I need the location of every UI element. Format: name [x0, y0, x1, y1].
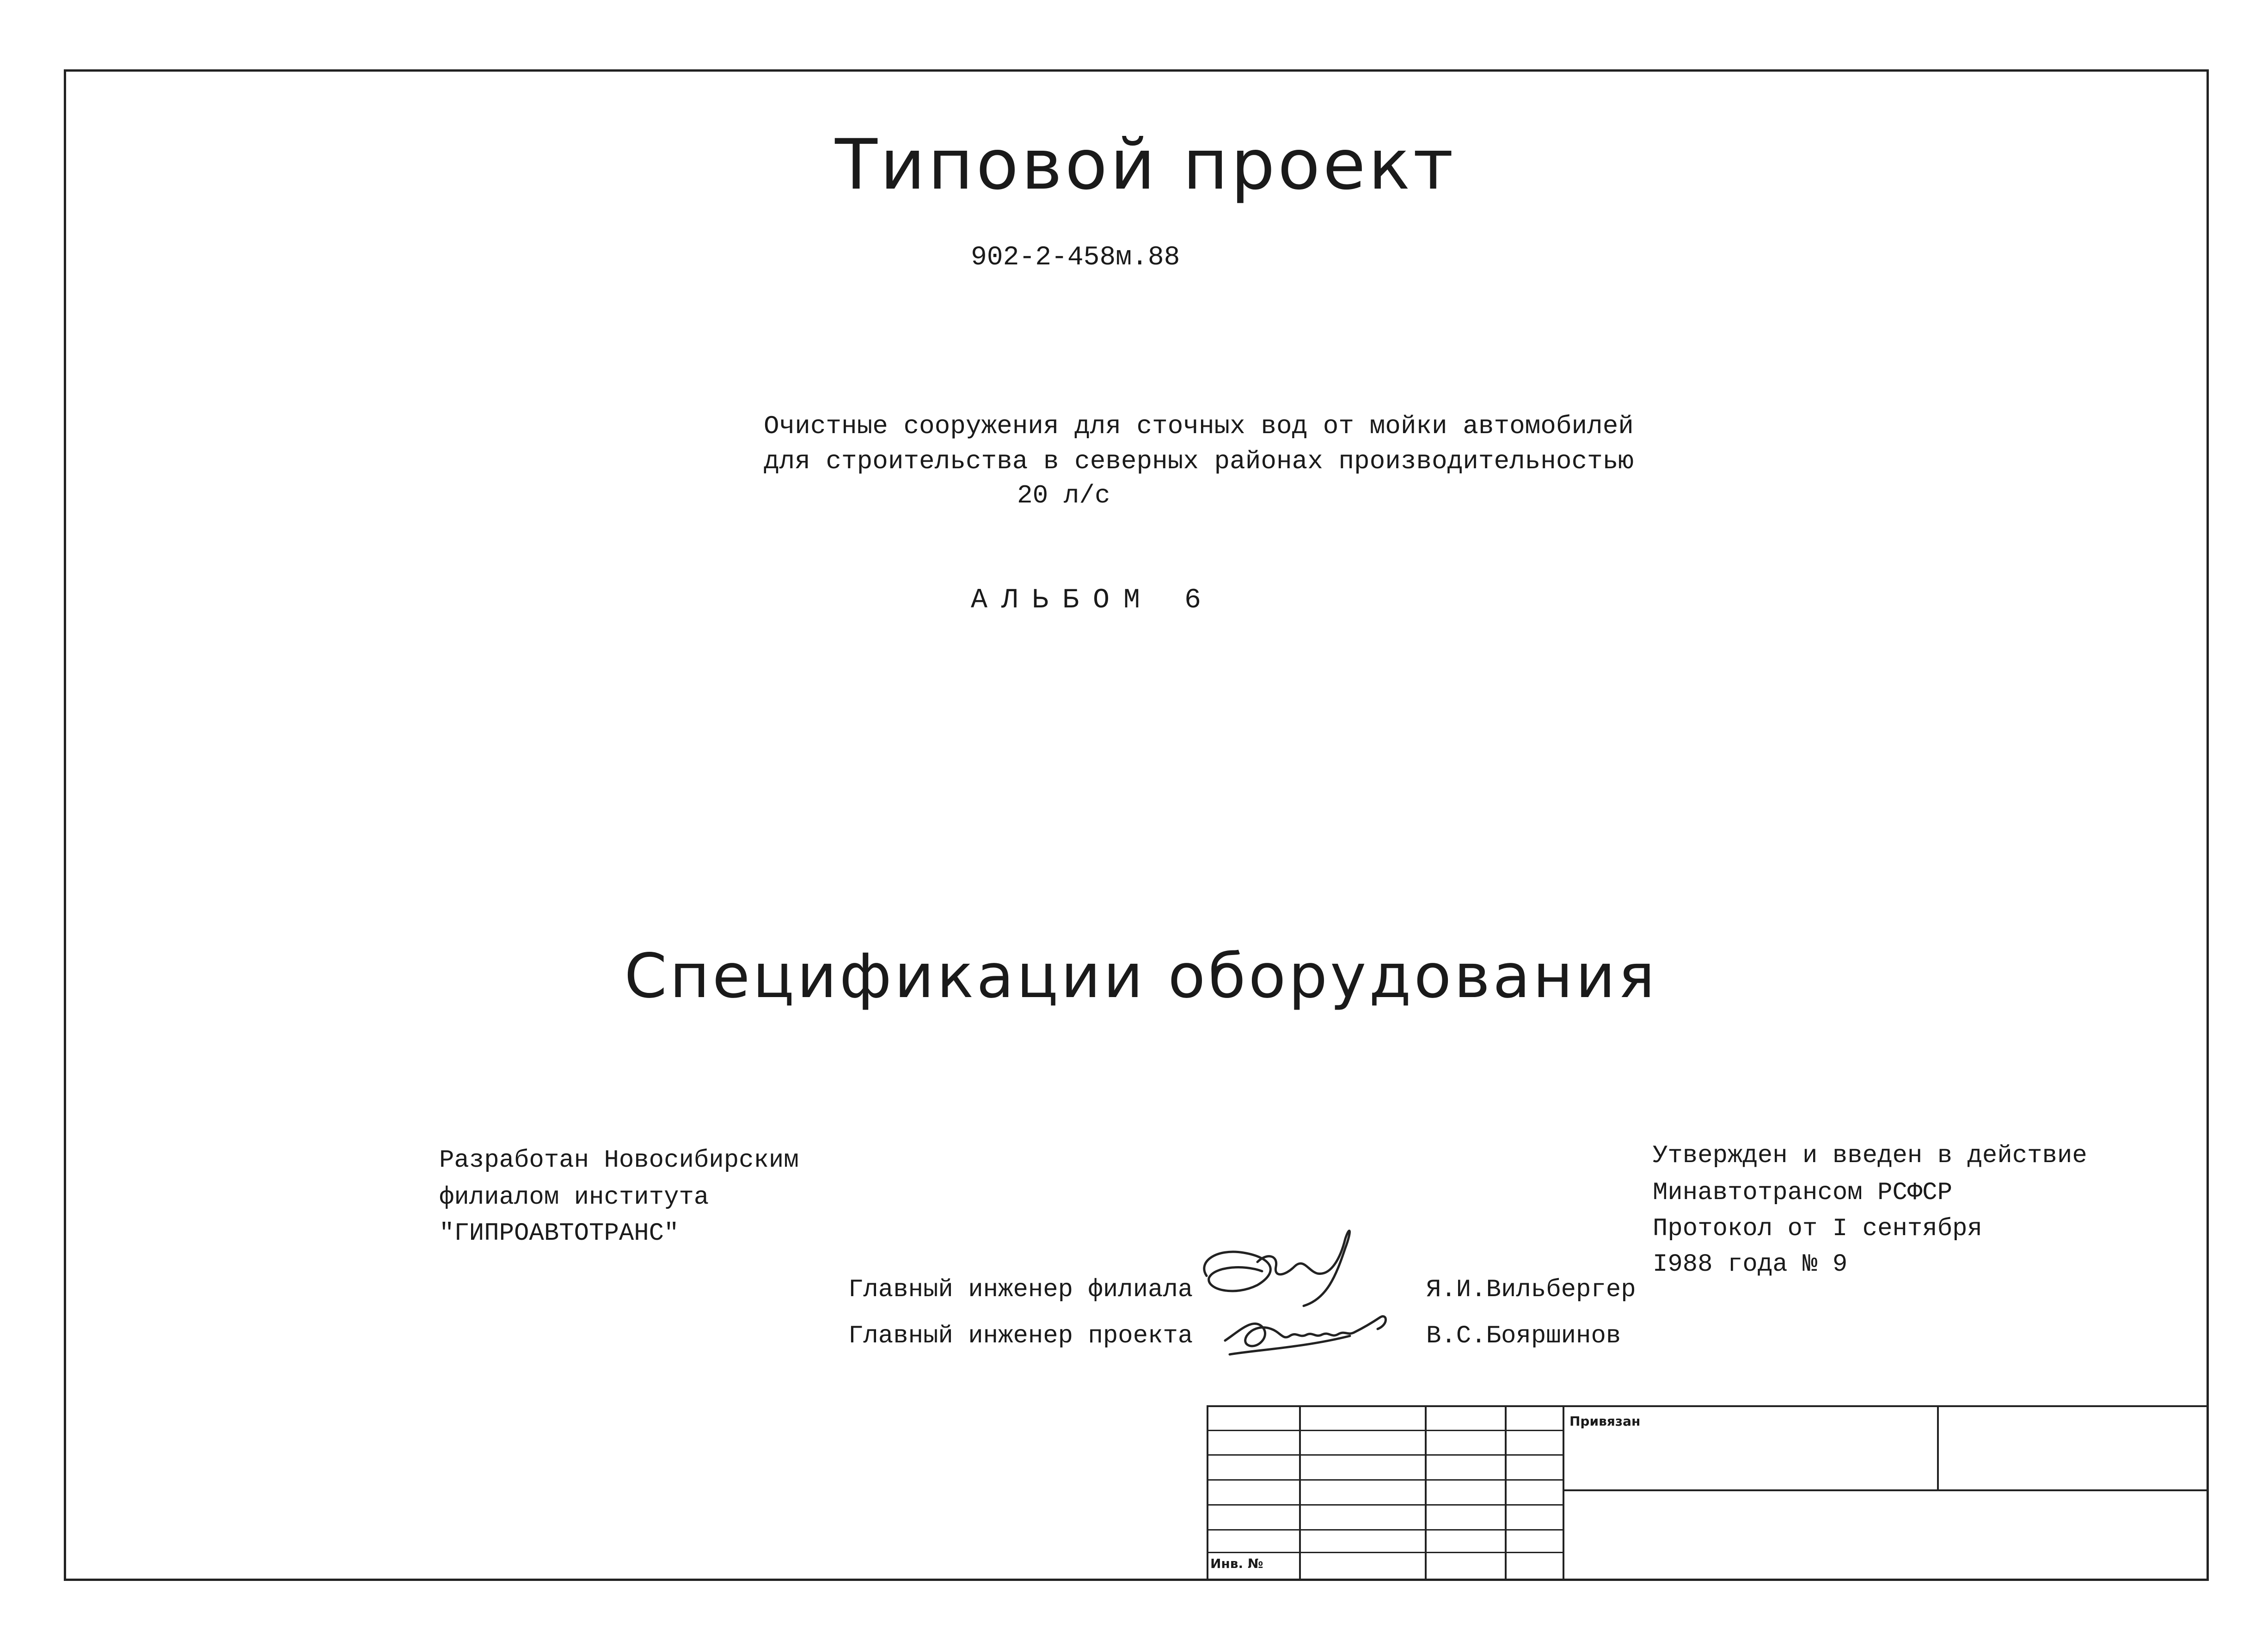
project-code: 902-2-458м.88	[971, 243, 1180, 273]
album-number: АЛЬБОМ 6	[971, 585, 1215, 616]
drawing-frame	[64, 69, 2209, 1581]
signatory-role: Главный инженер проекта	[848, 1322, 1193, 1350]
approval-line: Утвержден и введен в действие	[1653, 1142, 2087, 1170]
signatory-role: Главный инженер филиала	[848, 1276, 1193, 1304]
developer-line: филиалом института	[439, 1183, 709, 1212]
approval-line: Минавтотрансом РСФСР	[1653, 1179, 1953, 1207]
developer-line: Разработан Новосибирским	[439, 1146, 799, 1175]
stamp-inventory-label: Инв. №	[1210, 1556, 1263, 1571]
developer-line: "ГИПРОАВТОТРАНС"	[439, 1219, 679, 1248]
signature-chief-engineer-project	[1211, 1290, 1405, 1364]
description-line: 20 л/с	[1017, 481, 1110, 510]
approval-line: Протокол от I сентября	[1653, 1215, 1982, 1243]
description-line: для строительства в северных районах производительностью	[764, 447, 1634, 476]
signatory-name: Я.И.Вильбергер	[1426, 1276, 1636, 1304]
document-title: Типовой проект	[835, 125, 1456, 205]
description-line: Очистные сооружения для сточных вод от мойки автомобилей	[764, 411, 1634, 441]
signatory-name: В.С.Бояршинов	[1426, 1322, 1621, 1350]
section-title: Спецификации оборудования	[624, 941, 1658, 1012]
approval-line: I988 года № 9	[1653, 1250, 1848, 1279]
stamp-bound-label: Привязан	[1569, 1414, 1641, 1429]
